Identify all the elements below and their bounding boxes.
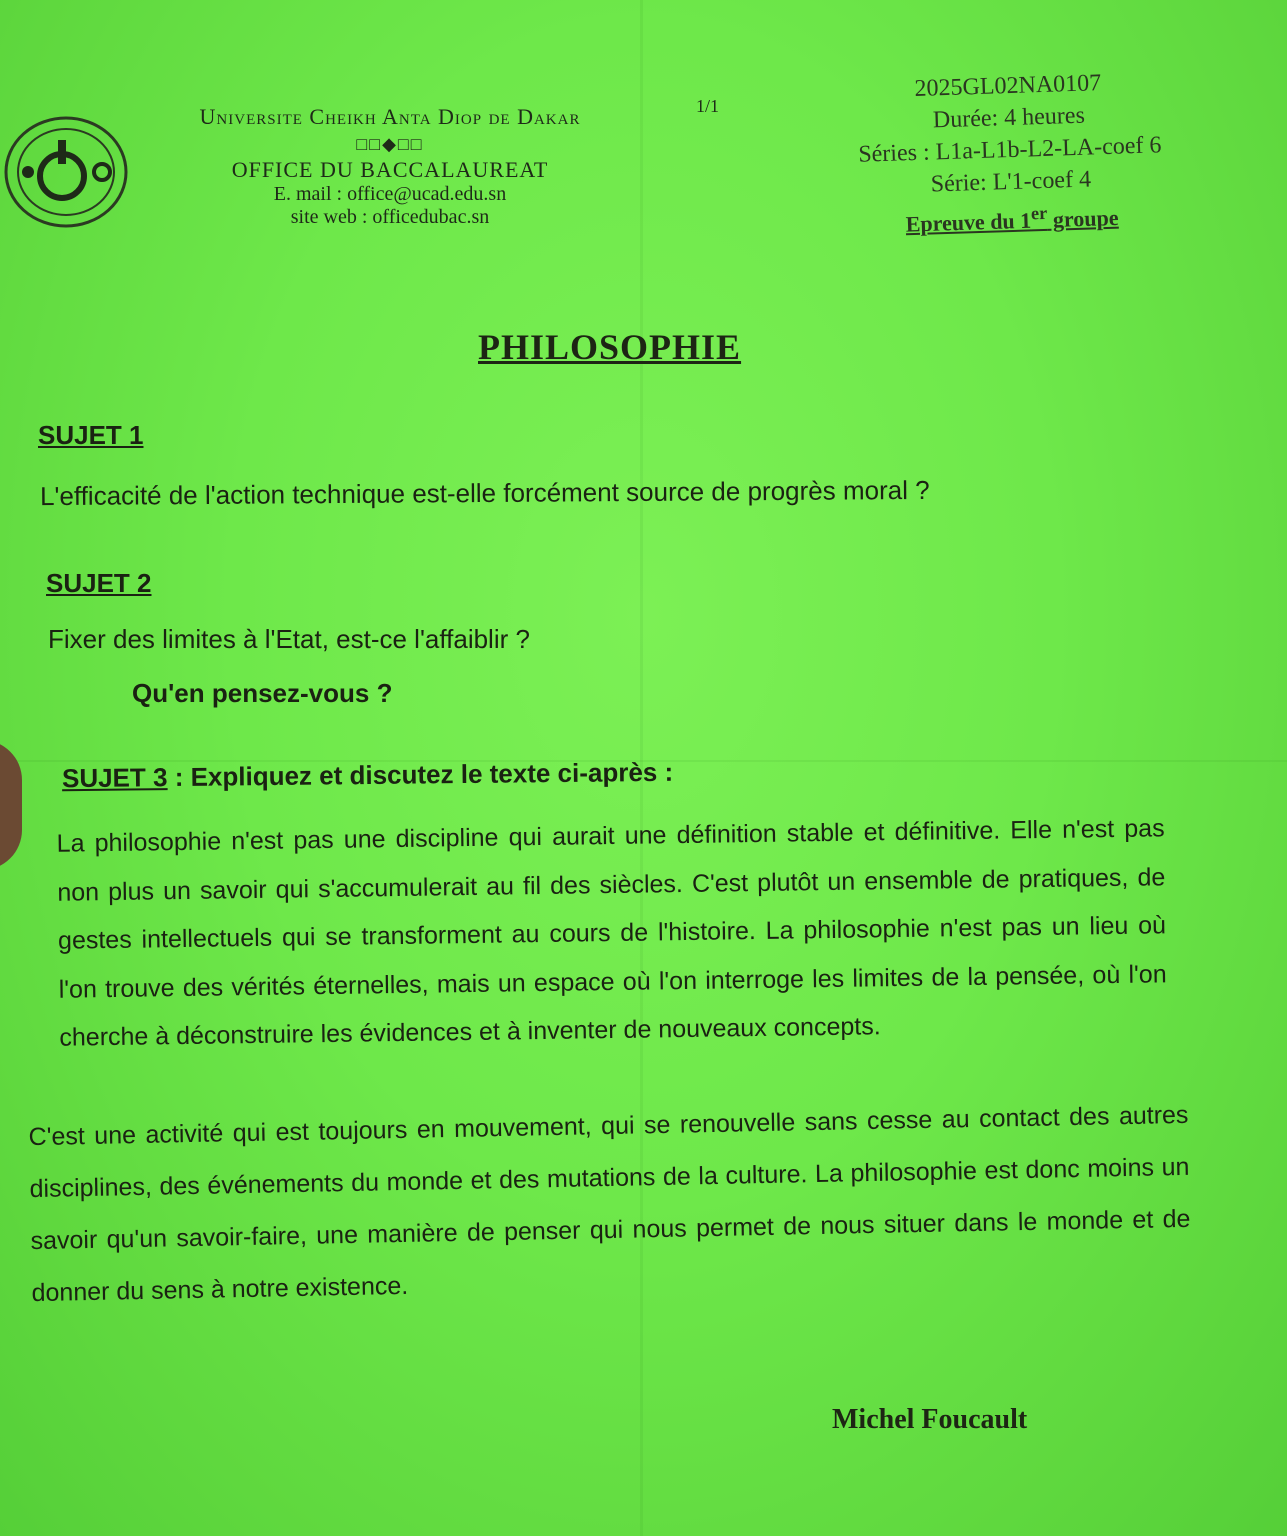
office-website: site web : officedubac.sn (290, 206, 490, 228)
subject-1-heading: SUJET 1 (38, 420, 144, 450)
text-paragraph-2 (28, 1089, 1192, 1319)
university-name: Universite Cheikh Anta Diop de Dakar (199, 104, 581, 129)
exam-series-main: Séries : L1a-L1b-L2-LA-coef 6 (857, 132, 1162, 168)
office-email: E. mail : office@ucad.edu.sn (273, 183, 507, 205)
text-paragraph-1 (56, 804, 1167, 1062)
subject-3-instruction: : Expliquez et discutez le texte ci-après : (167, 756, 674, 793)
exam-group-sup: er (1030, 202, 1048, 224)
subject-2-prompt: Qu'en pensez-vous ? (132, 678, 393, 708)
subject-2-question: Fixer des limites à l'Etat, est-ce l'affaiblir ? (48, 624, 530, 654)
exam-info-block (827, 64, 1192, 243)
exam-code: 2025GL02NA0107 (914, 70, 1102, 102)
exam-group-suffix: groupe (1047, 204, 1119, 233)
office-name: OFFICE DU BACCALAUREAT (231, 157, 549, 182)
page-title: PHILOSOPHIE (478, 327, 742, 367)
subject-3-heading: SUJET 3 (61, 762, 168, 794)
issuer-block (140, 104, 640, 229)
text-paragraph-2-content: C'est une activité qui est toujours en mouvement, qui se renouvelle sans cesse au contact des autres disciplines, des événements du monde et des mutations de la culture. La philosophie est donc moins un savoir qu'un savoir-faire, une manière de penser qui nous permet de nous situer dans le monde et de donner du sens à notre existence. (28, 1100, 1191, 1308)
subject-3-heading-line (62, 757, 674, 794)
country-mark: □□◆□□ (356, 134, 424, 154)
page-number: 1/1 (696, 96, 720, 116)
exam-series-secondary: Série: L'1-coef 4 (930, 166, 1092, 198)
exam-group-prefix: Epreuve du 1 (905, 207, 1032, 237)
subject-2-heading: SUJET 2 (46, 568, 152, 598)
subject-1-question: L'efficacité de l'action technique est-elle forcément source de progrès moral ? (39, 474, 930, 512)
university-seal-icon (4, 116, 128, 228)
text-author: Michel Foucault (832, 1404, 1028, 1435)
exam-duration: Durée: 4 heures (932, 102, 1086, 134)
text-paragraph-1-content: La philosophie n'est pas une discipline qui aurait une définition stable et définitive. Elle n'est pas non plus un savoir qui s'accumulerait au fil des siècles. C'est plutôt un ensemble de pratiques, de gestes intellectuels qui se transforment au cours de l'histoire. La philosophie n'est pas un lieu où l'on trouve des vérités éternelles, mais un espace où l'on interroge les limites de la pensée, où l'on cherche à déconstruire les évidences et à inventer de nouveaux concepts. (56, 814, 1167, 1052)
